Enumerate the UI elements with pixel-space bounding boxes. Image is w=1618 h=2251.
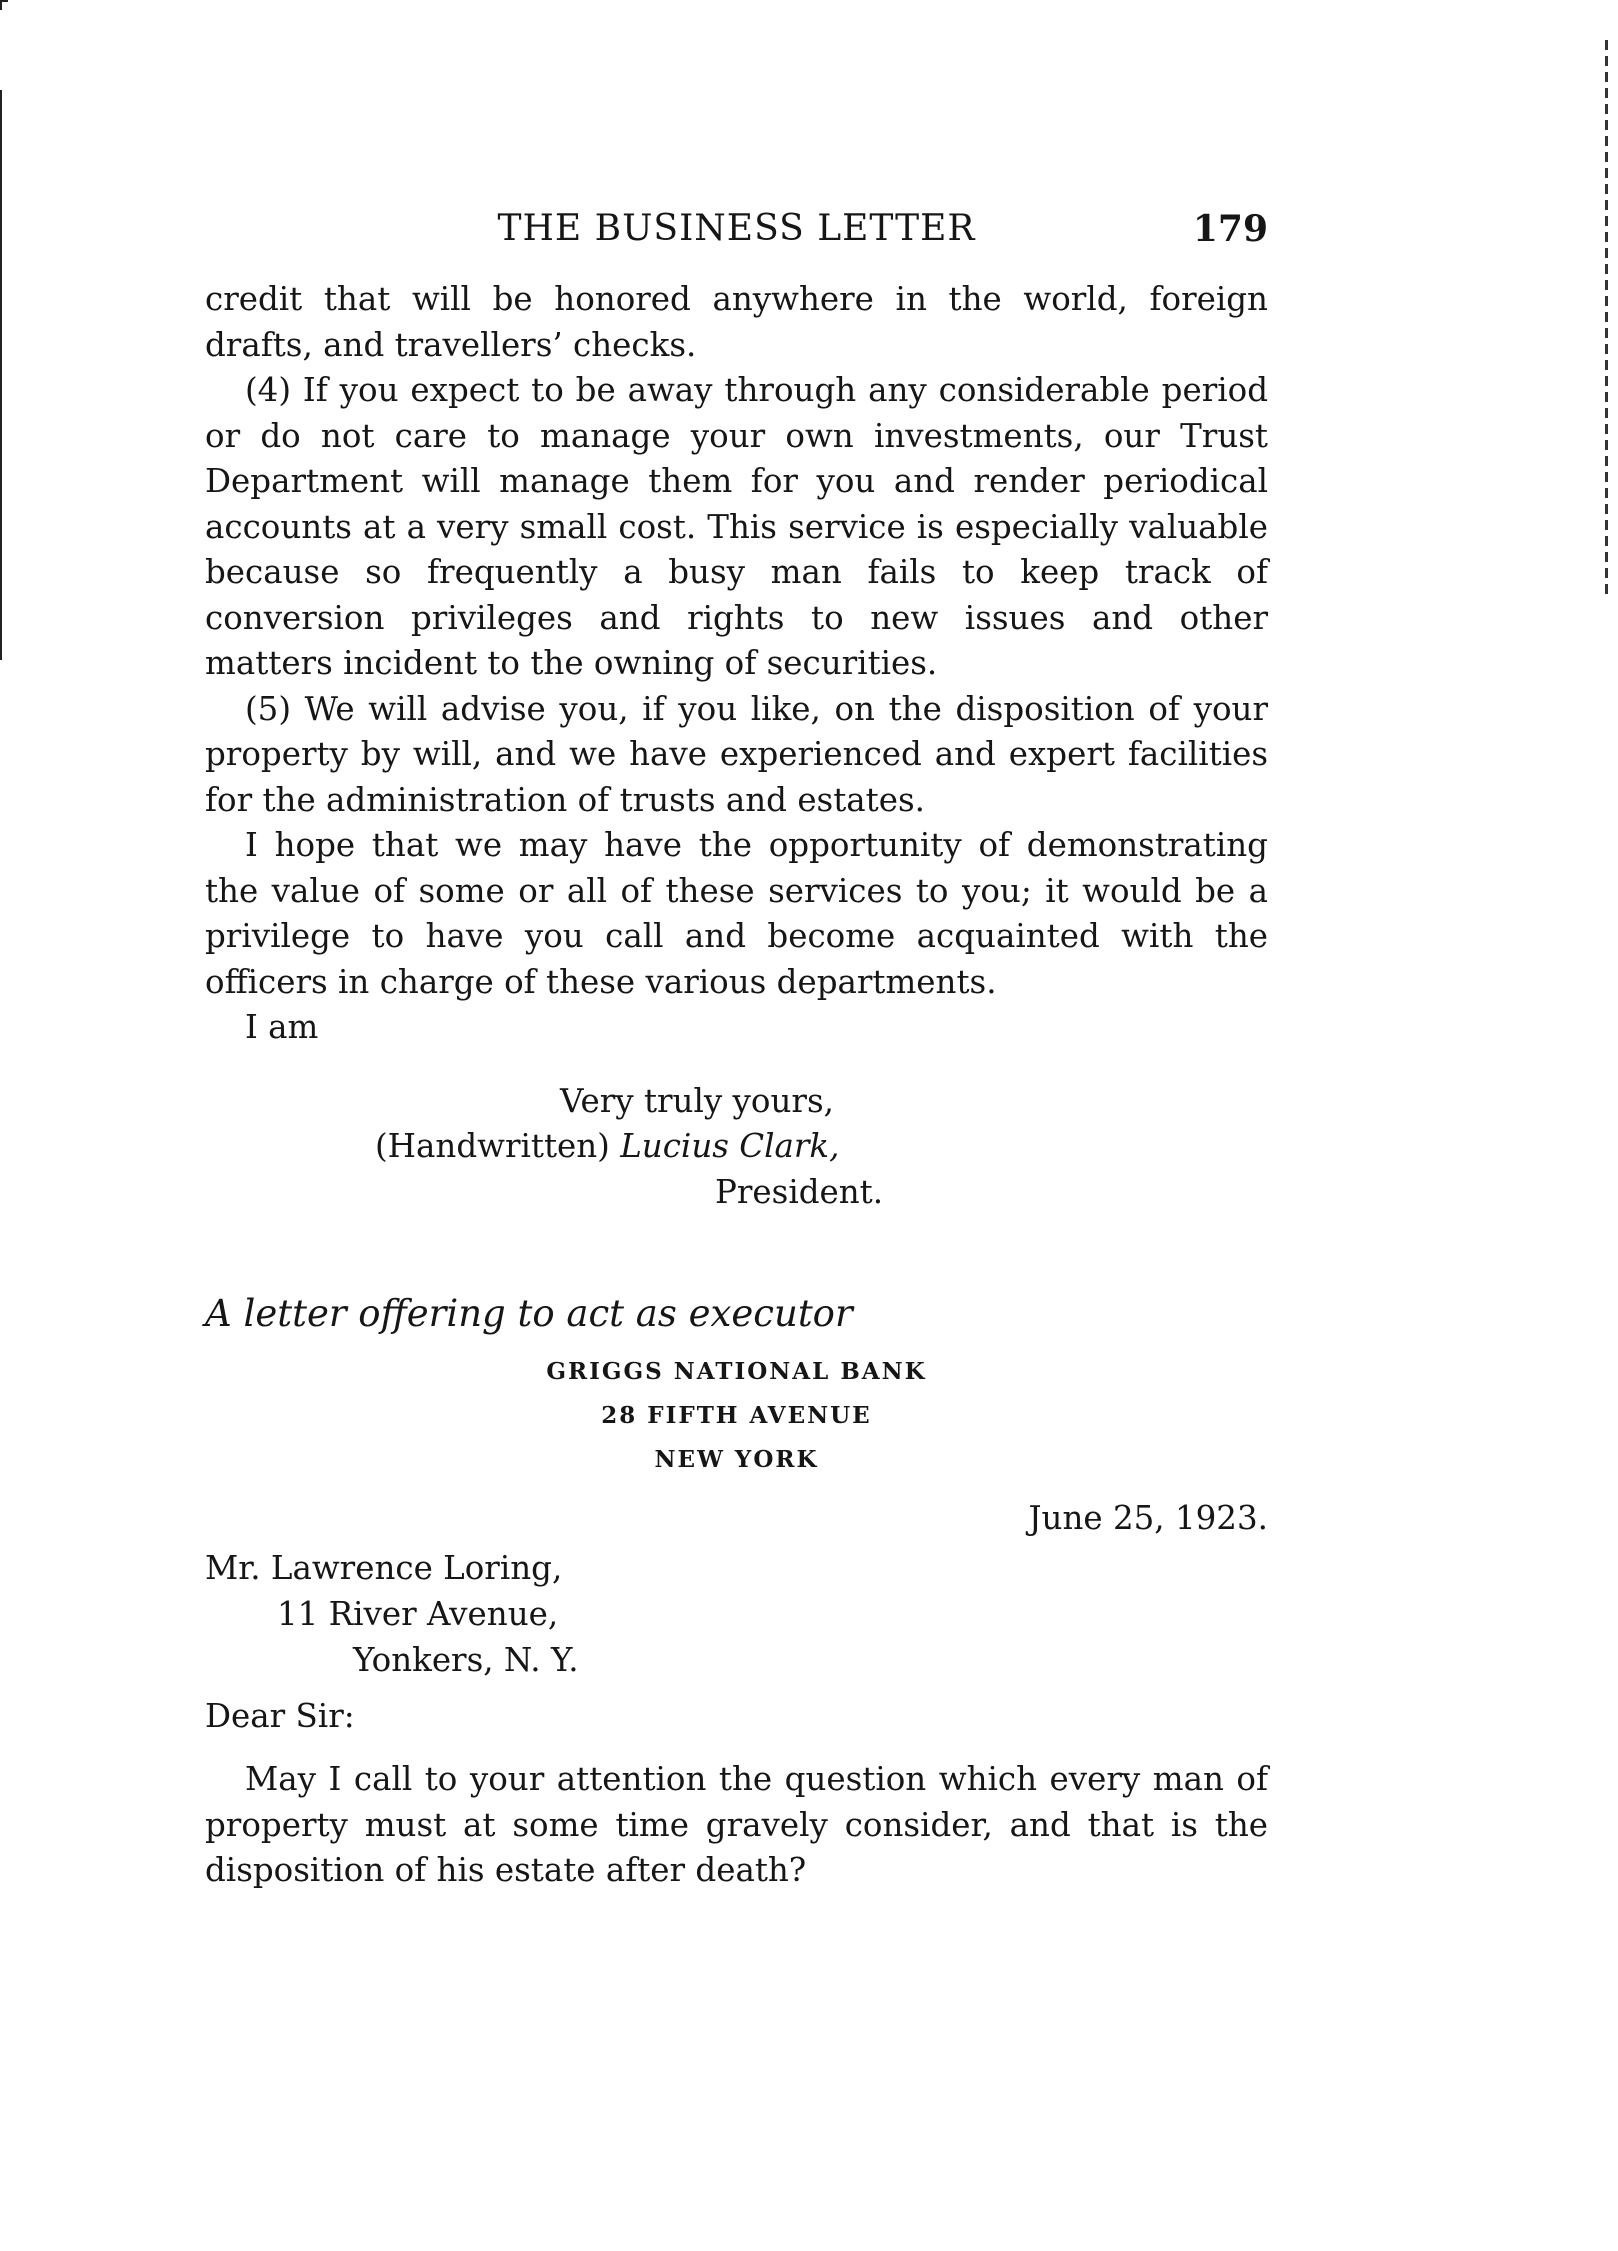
recipient-street: 11 River Avenue, bbox=[277, 1595, 559, 1633]
running-head-title: THE BUSINESS LETTER bbox=[497, 208, 976, 249]
letterhead-city: NEW YORK bbox=[654, 1446, 819, 1473]
signature-line bbox=[375, 1124, 1268, 1170]
closing-phrase: I am bbox=[245, 1008, 319, 1046]
signature-note: (Handwritten) bbox=[375, 1127, 610, 1165]
letter-two-paragraph: May I call to your attention the question which every man of property must at some time gravely consider, and that is the disposition of his estate after death? bbox=[205, 1760, 1268, 1889]
letterhead-street: 28 FIFTH AVENUE bbox=[601, 1402, 872, 1429]
signature-title: President. bbox=[715, 1172, 884, 1211]
scan-corner-mark bbox=[0, 0, 8, 10]
letter-one-paragraph: credit that will be honored anywhere in the world, foreign drafts, and travellers’ checks. bbox=[205, 280, 1268, 364]
recipient-name: Mr. Lawrence Loring, bbox=[205, 1549, 563, 1587]
page-number: 179 bbox=[1192, 208, 1268, 250]
letter-one-paragraph: (5) We will advise you, if you like, on the disposition of your property by will, and we have experienced and expert facilities for the administration of trusts and estates. bbox=[205, 689, 1268, 819]
letter-one bbox=[205, 277, 1268, 1341]
signature-name: Lucius Clark, bbox=[620, 1127, 840, 1165]
salutation: Dear Sir: bbox=[205, 1697, 355, 1735]
letter-one-paragraph: I hope that we may have the opportunity of demonstrating the value of some or all of these services to you; it would be a privilege to have you call and become acquainted with the officers in charge of these various departments. bbox=[205, 826, 1268, 1001]
letterhead-bank-name: GRIGGS NATIONAL BANK bbox=[546, 1358, 927, 1385]
letter-two-body bbox=[205, 1757, 1268, 1894]
scan-left-edge bbox=[0, 90, 2, 660]
running-head bbox=[205, 202, 1268, 262]
letterhead bbox=[205, 1350, 1268, 1482]
section-heading: A letter offering to act as executor bbox=[205, 1292, 853, 1335]
recipient-address bbox=[205, 1545, 579, 1683]
scan-right-edge bbox=[1605, 40, 1608, 600]
recipient-city: Yonkers, N. Y. bbox=[353, 1641, 579, 1679]
complimentary-close: Very truly yours, bbox=[560, 1081, 834, 1120]
letter-date: June 25, 1923. bbox=[1028, 1499, 1268, 1537]
letter-one-paragraph: (4) If you expect to be away through any considerable period or do not care to manage your own investments, our Trust Department will manage them for you and render periodical accounts at a very small cost. This service is especially valuable because so frequently a busy man fails to keep track of conversion privileges and rights to new issues and other matters incident to the owning of securities. bbox=[205, 371, 1268, 682]
